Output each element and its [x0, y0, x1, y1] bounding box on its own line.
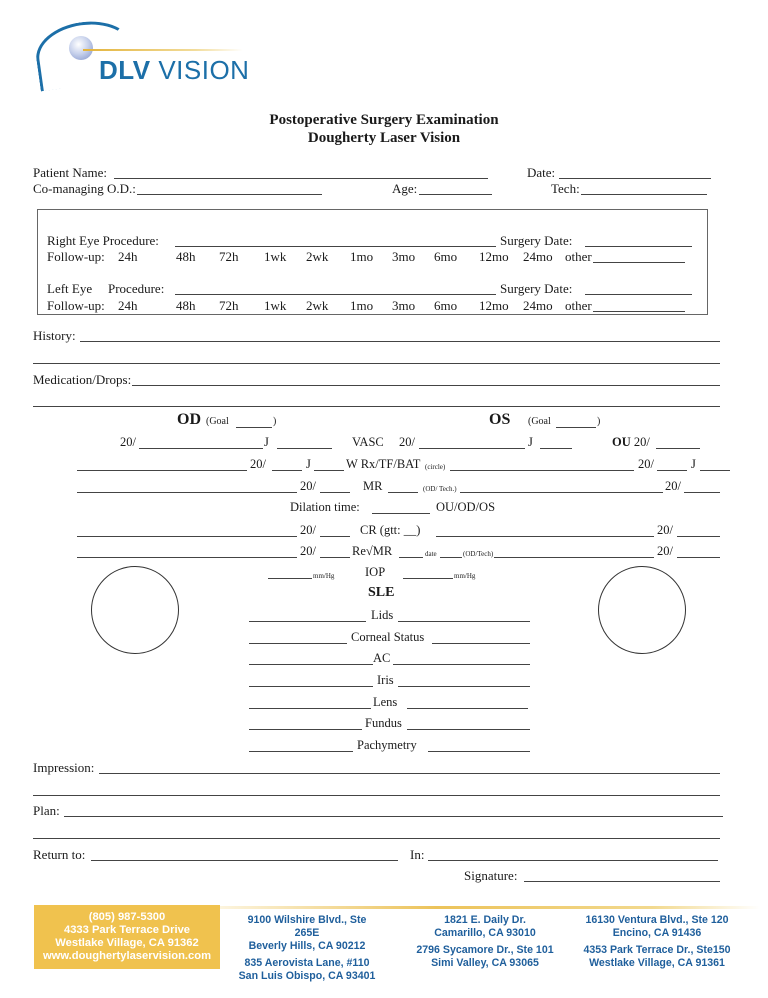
od-remr-snellen-field[interactable] [320, 557, 350, 558]
followup-3mo[interactable]: 3mo [392, 298, 416, 313]
right-surgery-date-label: Surgery Date: [500, 233, 573, 248]
age-field[interactable] [419, 194, 492, 195]
footer-phone: (805) 987-5300 [88, 911, 166, 923]
od-cr-snellen-label: 20/ [300, 523, 316, 537]
left-eye-procedure-field[interactable] [175, 294, 496, 295]
plan-field[interactable] [64, 816, 723, 817]
followup-6mo[interactable]: 6mo [434, 298, 458, 313]
circle-note: (circle) [425, 463, 446, 471]
os-vasc-snellen-label: 20/ [399, 435, 415, 449]
history-field[interactable] [80, 341, 720, 342]
od-mr-snellen-field[interactable] [320, 492, 350, 493]
dilation-eye-options[interactable]: OU/OD/OS [436, 500, 496, 514]
footer-city: Westlake Village, CA 91362 [55, 937, 199, 949]
comanaging-od-label: Co-managing O.D.: [33, 181, 136, 196]
os-cr-snellen-label: 20/ [657, 523, 673, 537]
od-mr-snellen-label: 20/ [300, 479, 316, 493]
medication-label: Medication/Drops: [33, 372, 132, 387]
left-surgery-date-label: Surgery Date: [500, 281, 573, 296]
od-heading: OD [177, 411, 201, 428]
sle-heading: SLE [368, 585, 395, 600]
od-goal-field[interactable] [236, 427, 272, 428]
os-wrx-j-field[interactable] [700, 470, 730, 471]
followup-2wk[interactable]: 2wk [306, 298, 329, 313]
eyeball-icon [69, 36, 93, 60]
sle-iris-label: Iris [377, 673, 394, 687]
sle-lens-label: Lens [373, 695, 398, 709]
os-corneal-status-field[interactable] [432, 643, 530, 644]
footer-accent-rule [220, 906, 760, 909]
ou-vasc-field[interactable] [656, 448, 700, 449]
os-lens-field[interactable] [407, 708, 528, 709]
dilation-time-field[interactable] [372, 513, 430, 514]
os-wrx-snellen-label: 20/ [638, 457, 654, 471]
tech-label: Tech: [551, 181, 580, 196]
os-iop-unit: mm/Hg [454, 572, 476, 580]
os-wrx-j-label: J [691, 457, 696, 471]
ou-snellen-label: 20/ [633, 435, 650, 449]
return-to-label: Return to: [33, 847, 86, 862]
iop-label: IOP [365, 565, 386, 579]
in-field[interactable] [428, 860, 718, 861]
location-encino-line1: 16130 Ventura Blvd., Ste 120 [585, 914, 729, 926]
left-followup-other-field[interactable] [593, 311, 685, 312]
od-goal-label: (Goal [206, 416, 229, 427]
od-fundus-field[interactable] [249, 729, 362, 730]
location-simi-valley-line1: 2796 Sycamore Dr., Ste 101 [416, 944, 554, 956]
followup-24mo[interactable]: 24mo [523, 298, 553, 313]
followup-1mo[interactable]: 1mo [350, 298, 374, 313]
os-mr-field[interactable] [460, 492, 663, 493]
os-ac-field[interactable] [393, 664, 530, 665]
followup-other[interactable]: other [565, 249, 592, 264]
followup-1mo[interactable]: 1mo [350, 249, 374, 264]
mr-by-field[interactable] [388, 492, 418, 493]
followup-48h[interactable]: 48h [176, 298, 196, 313]
footer-street: 4333 Park Terrace Drive [63, 924, 191, 936]
sle-ac-label: AC [373, 651, 391, 665]
od-vasc-field[interactable] [139, 448, 263, 449]
od-vasc-j-label: J [264, 435, 269, 449]
od-lids-field[interactable] [249, 621, 366, 622]
history-field-line-2[interactable] [33, 363, 720, 364]
os-eye-diagram[interactable] [598, 566, 686, 654]
location-westlake-line1: 4353 Park Terrace Dr., Ste150 [583, 944, 731, 956]
footer-locations-col-3 [582, 914, 732, 970]
od-wrx-field[interactable] [77, 470, 247, 471]
impression-field-line-2[interactable] [33, 795, 720, 796]
os-goal-field[interactable] [556, 427, 596, 428]
os-remr-snellen-label: 20/ [657, 544, 673, 558]
followup-24h[interactable]: 24h [118, 249, 138, 264]
remr-od-tech-note: (OD/Tech) [463, 550, 494, 558]
location-slo-line2: San Luis Obispo, CA 93401 [238, 970, 376, 982]
logo-text [99, 55, 249, 86]
history-label: History: [33, 328, 76, 343]
os-wrx-snellen-field[interactable] [657, 470, 687, 471]
od-pachymetry-field[interactable] [249, 751, 353, 752]
os-remr-snellen-field[interactable] [677, 557, 720, 558]
od-mr-field[interactable] [77, 492, 297, 493]
od-iris-field[interactable] [249, 686, 373, 687]
cr-label: CR (gtt: __) [360, 523, 421, 537]
plan-field-line-2[interactable] [33, 838, 720, 839]
vasc-label: VASC [352, 435, 384, 449]
followup-12mo[interactable]: 12mo [479, 298, 509, 313]
date-field[interactable] [559, 178, 711, 179]
od-corneal-status-field[interactable] [249, 643, 347, 644]
right-followup-other-field[interactable] [593, 262, 685, 263]
followup-2wk[interactable]: 2wk [306, 249, 329, 264]
os-goal-close: ) [597, 416, 601, 427]
os-vasc-field[interactable] [419, 448, 525, 449]
od-iop-field[interactable] [268, 578, 312, 579]
remr-field[interactable] [399, 557, 423, 558]
od-wrx-j-field[interactable] [314, 470, 344, 471]
sle-pachymetry-label: Pachymetry [357, 738, 417, 752]
impression-label: Impression: [33, 760, 95, 775]
location-westlake-line2: Westlake Village, CA 91361 [589, 957, 725, 969]
location-beverly-hills-line2: Beverly Hills, CA 90212 [248, 940, 366, 952]
os-mr-snellen-field[interactable] [684, 492, 720, 493]
followup-other[interactable]: other [565, 298, 592, 313]
footer-locations-col-2 [412, 914, 558, 970]
form-title: Postoperative Surgery Examination [269, 112, 499, 128]
right-eye-procedure-field[interactable] [175, 246, 496, 247]
sle-fundus-label: Fundus [365, 716, 402, 730]
od-vasc-j-field[interactable] [277, 448, 332, 449]
followup-72h[interactable]: 72h [219, 249, 239, 264]
remr-label: Re√MR [352, 544, 393, 558]
os-lids-field[interactable] [398, 621, 530, 622]
os-wrx-field[interactable] [450, 470, 634, 471]
signature-field[interactable] [524, 881, 720, 882]
followup-24h[interactable]: 24h [118, 298, 138, 313]
od-wrx-snellen-label: 20/ [250, 457, 266, 471]
right-eye-procedure-label: Right Eye Procedure: [47, 233, 159, 248]
left-followup-label: Follow-up: [47, 298, 105, 313]
in-label: In: [410, 847, 425, 862]
mr-od-tech-note: (OD/ Tech.) [423, 485, 457, 493]
impression-field[interactable] [99, 773, 720, 774]
od-cr-field[interactable] [77, 536, 297, 537]
os-fundus-field[interactable] [407, 729, 530, 730]
followup-12mo[interactable]: 12mo [479, 249, 509, 264]
left-eye-procedure-label: Procedure: [108, 281, 165, 296]
patient-name-field[interactable] [114, 178, 488, 179]
comanaging-od-field[interactable] [137, 194, 322, 195]
od-cr-snellen-field[interactable] [320, 536, 350, 537]
medication-field-line-2[interactable] [33, 406, 720, 407]
os-remr-field[interactable] [494, 557, 654, 558]
tech-field[interactable] [581, 194, 707, 195]
wrx-label: W Rx/TF/BAT [346, 457, 421, 471]
od-iop-unit: mm/Hg [313, 572, 335, 580]
followup-24mo[interactable]: 24mo [523, 249, 553, 264]
os-cr-snellen-field[interactable] [677, 536, 720, 537]
od-remr-snellen-label: 20/ [300, 544, 316, 558]
medication-field[interactable] [132, 385, 720, 386]
followup-6mo[interactable]: 6mo [434, 249, 458, 264]
dilation-label: Dilation time: [290, 500, 360, 514]
sle-lids-label: Lids [371, 608, 394, 622]
form-subtitle: Dougherty Laser Vision [307, 130, 461, 146]
laser-ray-icon [83, 49, 243, 51]
followup-1wk[interactable]: 1wk [264, 298, 287, 313]
return-to-field[interactable] [91, 860, 398, 861]
od-vasc-snellen-label: 20/ [120, 435, 136, 449]
od-goal-close: ) [273, 416, 277, 427]
footer-locations-col-1 [236, 914, 378, 983]
od-remr-field[interactable] [77, 557, 297, 558]
location-camarillo-line2: Camarillo, CA 93010 [434, 927, 536, 939]
od-wrx-j-label: J [306, 457, 311, 471]
ou-vasc-label [612, 435, 650, 450]
os-vasc-j-field[interactable] [540, 448, 572, 449]
footer-main-office [34, 905, 220, 969]
os-mr-snellen-label: 20/ [665, 479, 681, 493]
os-iris-field[interactable] [398, 686, 530, 687]
age-label: Age: [392, 181, 418, 196]
logo-brand-light: VISION [158, 55, 250, 85]
od-lens-field[interactable] [249, 708, 371, 709]
patient-name-label: Patient Name: [33, 165, 108, 180]
location-encino-line2: Encino, CA 91436 [612, 927, 702, 939]
left-eye-label: Left Eye [47, 281, 93, 296]
date-label: Date: [527, 165, 556, 180]
right-followup-label: Follow-up: [47, 249, 105, 264]
location-simi-valley-line2: Simi Valley, CA 93065 [431, 957, 539, 969]
signature-label: Signature: [464, 868, 518, 883]
right-surgery-date-field[interactable] [585, 246, 692, 247]
location-beverly-hills-line1: 9100 Wilshire Blvd., Ste 265E [247, 914, 367, 939]
followup-1wk[interactable]: 1wk [264, 249, 287, 264]
os-iop-field[interactable] [403, 578, 453, 579]
os-goal-label: (Goal [528, 416, 551, 427]
od-eye-diagram[interactable] [91, 566, 179, 654]
followup-72h[interactable]: 72h [219, 298, 239, 313]
od-ac-field[interactable] [249, 664, 373, 665]
location-slo-line1: 835 Aerovista Lane, #110 [244, 957, 370, 969]
ou-label: OU [612, 435, 631, 449]
followup-3mo[interactable]: 3mo [392, 249, 416, 264]
remr-date-field[interactable] [440, 557, 462, 558]
followup-48h[interactable]: 48h [176, 249, 196, 264]
os-vasc-j-label: J [528, 435, 533, 449]
footer-website-link[interactable]: www.doughertylaservision.com [42, 950, 212, 962]
sle-corneal-status-label: Corneal Status [351, 630, 425, 644]
os-heading: OS [489, 411, 511, 428]
left-surgery-date-field[interactable] [585, 294, 692, 295]
plan-label: Plan: [33, 803, 60, 818]
os-cr-field[interactable] [436, 536, 654, 537]
logo-brand-bold: DLV [99, 55, 151, 85]
os-pachymetry-field[interactable] [428, 751, 530, 752]
location-camarillo-line1: 1821 E. Daily Dr. [444, 914, 526, 926]
remr-date-note: date [425, 550, 437, 558]
mr-label: MR [363, 479, 383, 493]
od-wrx-snellen-field[interactable] [272, 470, 302, 471]
